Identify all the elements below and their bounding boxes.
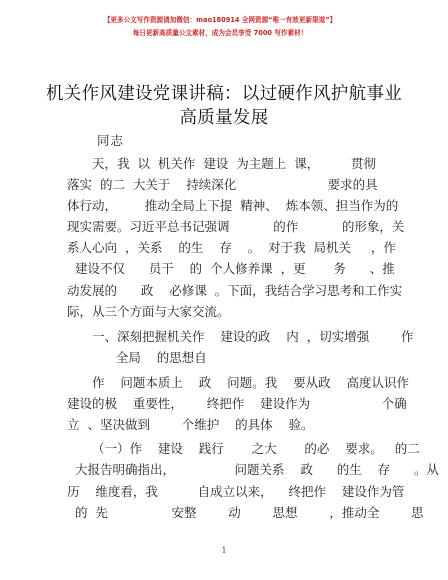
body-line-10: 建设的极 重要性， 终把作 建设作为 个确 [67, 396, 407, 411]
body-line-4: 现实需要。习近平总书记强调 的作 的形象，关 [67, 219, 405, 234]
promo-line-2: 每日更新高质量公文素材，成为会员享受 7000 写作素材！ [132, 29, 308, 37]
body-line-7: 动发展的 政 必修课 。下面，我结合学习思考和工作实 [67, 283, 403, 298]
body-line-8: 际，从三个方面与大家交流。 [67, 304, 230, 319]
title-line-2: 高质量发展 [179, 108, 269, 128]
section-heading-line-1: 一、深刻把握机关作 建设的政 内 ，切实增强 作 [92, 329, 414, 344]
body-line-1: 天，我 以 机关作 建设 为主题上 课， 贯彻 [92, 156, 377, 171]
subsection-line-1: （一）作 建设 践行 之大 的必 要求。 的二 [92, 441, 420, 456]
body-line-9: 作 问题本质上 政 问题。我 要从政 高度认识作 [92, 375, 409, 390]
promo-banner [70, 14, 370, 40]
page-number: 1 [221, 546, 227, 555]
body-line-13: 历 维度看，我 自成立以来， 终把作 建设作为管 [67, 484, 405, 499]
section-heading-line-2: 全局 的思想自 [92, 350, 207, 365]
body-line-3: 体行动， 推动全局上下提 精神、 炼本领、担当作为的 [67, 198, 399, 213]
body-line-5: 系人心向 ，关系 的生 存 。 对于我 局机关 ，作 [67, 240, 396, 255]
salutation: 同志 [97, 133, 125, 148]
body-line-12: 大报告明确指出， 问题关系 政 的生 存 。从 [67, 462, 440, 477]
title-line-1: 机关作风建设党课讲稿：以过硬作风护航事业 [46, 84, 402, 104]
document-title [40, 82, 408, 130]
body-line-2: 落实 的二 大关于 持续深化 要求的具 [67, 177, 378, 192]
body-line-14: 的 先 安整 动 思想 ，推动全 思 [67, 505, 424, 520]
promo-line-1: 【更多公文写作资源请加微信：mao180914 全网资源“唯一有效更新渠道”】 [103, 16, 337, 24]
body-line-6: 建设不仅 员干 的 个人修养课 ，更 务 、推 [67, 261, 395, 276]
body-line-11: 立 、坚决做到 个维护 的具体 验。 [67, 417, 314, 432]
